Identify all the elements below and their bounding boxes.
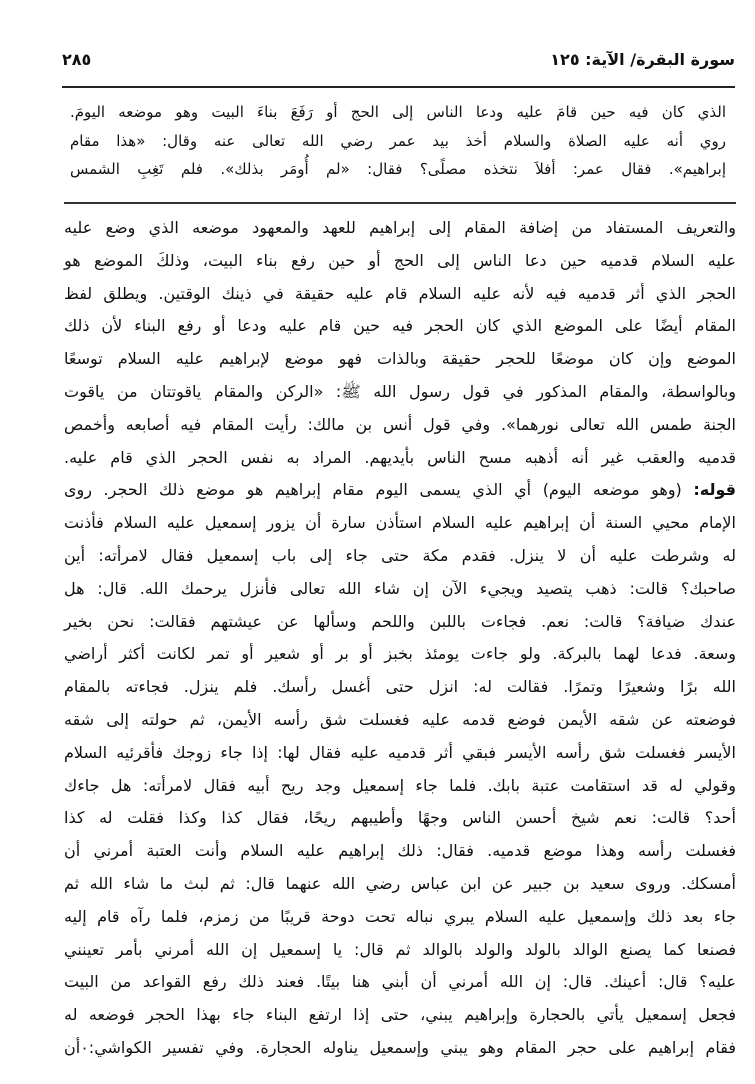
quoted-text-block: [70, 98, 726, 184]
text-line: فقام إبراهيم على حجر المقام وهو يبني وإسمعيل يناوله الحجارة. وفي تفسير الكواشي:٠أن: [64, 1037, 736, 1057]
text-line: الأيسر فغسلت شق رأسه الأيسر فبقي أثر قدميه عليه فقال لها: إذا جاء زوجك فأقرئيه السلام: [64, 742, 736, 762]
header-rule: [62, 86, 735, 88]
text-line: الله برًا وشعيرًا وتمرًا. فقالت له: انزل حتى أغسل رأسك. فلم ينزل. فجاءته بالمقام: [64, 677, 736, 697]
text-line: وبالواسطة، والمقام المذكور في قول رسول الله ﷺ: «الركن والمقام ياقوتتان من ياقوت: [64, 381, 736, 401]
text-line: الإمام محيي السنة أن إبراهيم عليه السلام استأذن سارة أن يزور إسمعيل عليه السلام فأذنت: [64, 513, 736, 533]
text-line: قدميه والعقب غير أنه أذهبه مسح الناس بأيديهم. المراد به نفس الحجر الذي قام عليه.: [64, 447, 736, 467]
text-line: عندك ضيافة؟ قالت: نعم. فجاءت باللبن واللحم وسألها عن عيشتهم فقالت: نحن بخير: [64, 611, 736, 631]
text-line: عليه السلام قدميه حين دعا الناس إلى الحج أو حين رفع بناء البيت، وذلكَ الموضع هو: [64, 250, 736, 270]
text-line: الجنة طمس الله تعالى نورهما». وفي قول أنس بن مالك: رأيت المقام فيه أصابعه وأخمص: [64, 414, 736, 434]
text-line: الموضع وإن كان موضعًا للحجر حقيقة وبالذات فهو موضع لإبراهيم عليه السلام توسعًا: [64, 349, 736, 369]
qawluh-label: قوله:: [693, 480, 736, 500]
text-line: والتعريف المستفاد من إضافة المقام إلى إبراهيم للعهد والمعهود موضعه الذي وضع عليه: [64, 218, 736, 237]
text-line: فوضعته عن شقه الأيمن فوضع قدمه عليه فغسلت شق رأسه الأيمن، ثم حولته إلى شقه: [64, 709, 736, 729]
text-line: فجعل إسمعيل يأتي بالحجارة وإبراهيم يبني، حتى إذا ارتفع البناء جاء بهذا الحجر فوضعه له: [64, 1005, 736, 1025]
text-line: صاحبك؟ قالت: ذهب يتصيد ويجيء الآن إن شاء الله تعالى فأنزل يرحمك الله. قال: هل: [64, 578, 736, 598]
text-line: روي أنه عليه الصلاة والسلام أخذ بيد عمر رضي الله تعالى عنه وقال: «هذا مقام: [70, 131, 726, 150]
text-line: فغسلت رأسه وهذا موضع قدميه. فقال: ذلك إبراهيم عليه السلام وأنت العتبة أمرني أن: [64, 841, 736, 861]
separator-rule: [64, 202, 736, 204]
text-line: وسعة. فدعا لهما بالبركة. ولو جاءت يومئذ بخبز أو بر أو شعير أو تمر لكانت أكثر أراضي: [64, 644, 736, 664]
text-line: إبراهيم». فقال عمر: أفلاَ نتخذه مصلًى؟ فقال: «لم أُومَر بذلك». فلم تَغِبِ الشمس: [70, 160, 726, 178]
text-line: له وشرطت عليه أن لا ينزل. فقدم مكة حتى جاء إلى باب إسمعيل فقال لامرأته: أين: [64, 545, 736, 565]
text-line: أحد؟ قالت: نعم شيخ أحسن الناس وجهًا وأطيبهم ريحًا، فقال كذا وكذا فقلت له كذا: [64, 808, 736, 828]
text-line: [64, 476, 736, 509]
text-line: عليه؟ قال: أعينك. قال: إن الله أمرني أن أبني هنا بيتًا. فعند ذلك رفع القواعد من البيت: [64, 972, 736, 992]
surah-reference: سورة البقرة/ الآية: ١٢٥: [550, 50, 735, 69]
text-line: فصنعا كما يصنع الوالد بالولد والولد بالوالد ثم قال: يا إسمعيل إن الله أمرني بأمر تعينني: [64, 939, 736, 959]
qawluh-text: (وهو موضعه اليوم) أي الذي يسمى اليوم مقام إبراهيم هو موضع ذلك الحجر. روى: [64, 480, 694, 500]
page-number: ٢٨٥: [62, 50, 92, 69]
text-line: الحجر الذي أثر قدميه فيه لأنه عليه السلام قام عليه حقيقة في ذينك الوقتين. ويطلق لفظ: [64, 283, 736, 303]
text-line: أمسكك. وروى سعيد بن جبير عن ابن عباس رضي الله عنهما قال: ثم لبث ما شاء الله ثم: [64, 873, 736, 893]
text-line: جاء بعد ذلك وإسمعيل عليه السلام يبري نباله تحت دوحة قريبًا من زمزم، فلما رآه قام إليه: [64, 906, 736, 926]
text-line: المقام أيضًا على الموضع الذي كان الحجر فيه حين قام عليه ودعا أو رفع البناء لأن ذلك: [64, 316, 736, 336]
text-line: الذي كان فيه حين قامَ عليه ودعا الناس إلى الحج أو رَفَعَ بناءَ البيت وهو موضعه اليومَ.: [70, 103, 726, 121]
running-header: [62, 48, 735, 78]
text-line: وقولي له قد استقامت عتبة بابك. فلما جاء إسمعيل وجد ريح أبيه فقال لامرأته: هل جاءك: [64, 775, 736, 795]
commentary-text-block: [64, 214, 736, 1067]
